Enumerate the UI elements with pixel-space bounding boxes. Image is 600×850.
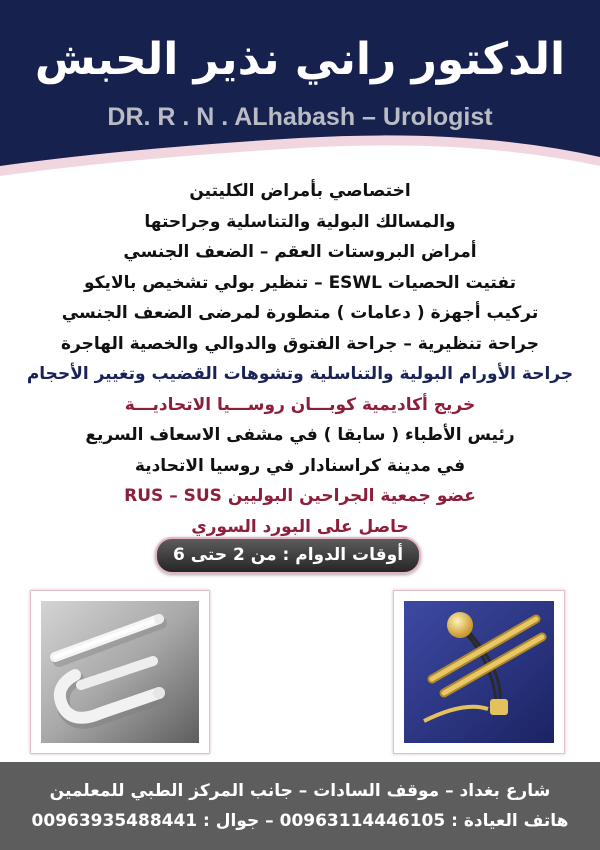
service-line: والمسالك البولية والتناسلية وجراحتها: [144, 211, 456, 232]
qualification-line: في مدينة كراسنادار في روسيا الاتحادية: [134, 455, 466, 476]
qualification-line: رئيس الأطباء ( سابقا ) في مشفى الاسعاف السريع: [85, 425, 515, 445]
qualification-line: حاصل على البورد السوري: [191, 516, 409, 537]
service-line: جراحة الأورام البولية والتناسلية وتشوهات القضيب وتغيير الأحجام: [26, 364, 574, 384]
service-line: جراحة تنظيرية – جراحة الفتوق والدوالي والخصية الهاجرة: [61, 333, 539, 354]
penile-implant-image: [404, 601, 554, 743]
services-list: [0, 176, 600, 542]
qualification-line: عضو جمعية الجراحين البوليين RUS – SUS: [124, 486, 476, 506]
service-line: تركيب أجهزة ( دعامات ) متطورة لمرضى الضعف الجنسي: [61, 303, 539, 323]
service-line: أمراض البروستات العقم – الضعف الجنسي: [123, 242, 477, 262]
qualification-line: خريج أكاديمية كوبـــان روســـيا الاتحاديـــة: [124, 394, 476, 415]
implant-photo-frame: [393, 590, 565, 754]
service-line: تفتيت الحصيات ESWL – تنظير بولي تشخيص بالايكو: [84, 272, 516, 293]
urinary-stents-image: [41, 601, 199, 743]
doctor-name-english: DR. R . N . ALhabash – Urologist: [107, 103, 493, 131]
footer-contact-bar: [0, 762, 600, 850]
doctor-name-arabic: الدكتور راني نذير الحبش: [34, 34, 566, 85]
clinic-address: شارع بغداد – موقف السادات – جانب المركز الطبي للمعلمين: [49, 781, 551, 801]
header-background: [0, 0, 600, 185]
header: [0, 0, 600, 185]
service-line: اختصاصي بأمراض الكليتين: [189, 181, 411, 201]
stents-photo-frame: [30, 590, 210, 754]
working-hours-badge: أوقات الدوام : من 2 حتى 6: [155, 537, 421, 574]
clinic-phones: هاتف العيادة : 00963114446105 – جوال : 00963935488441: [31, 811, 569, 831]
